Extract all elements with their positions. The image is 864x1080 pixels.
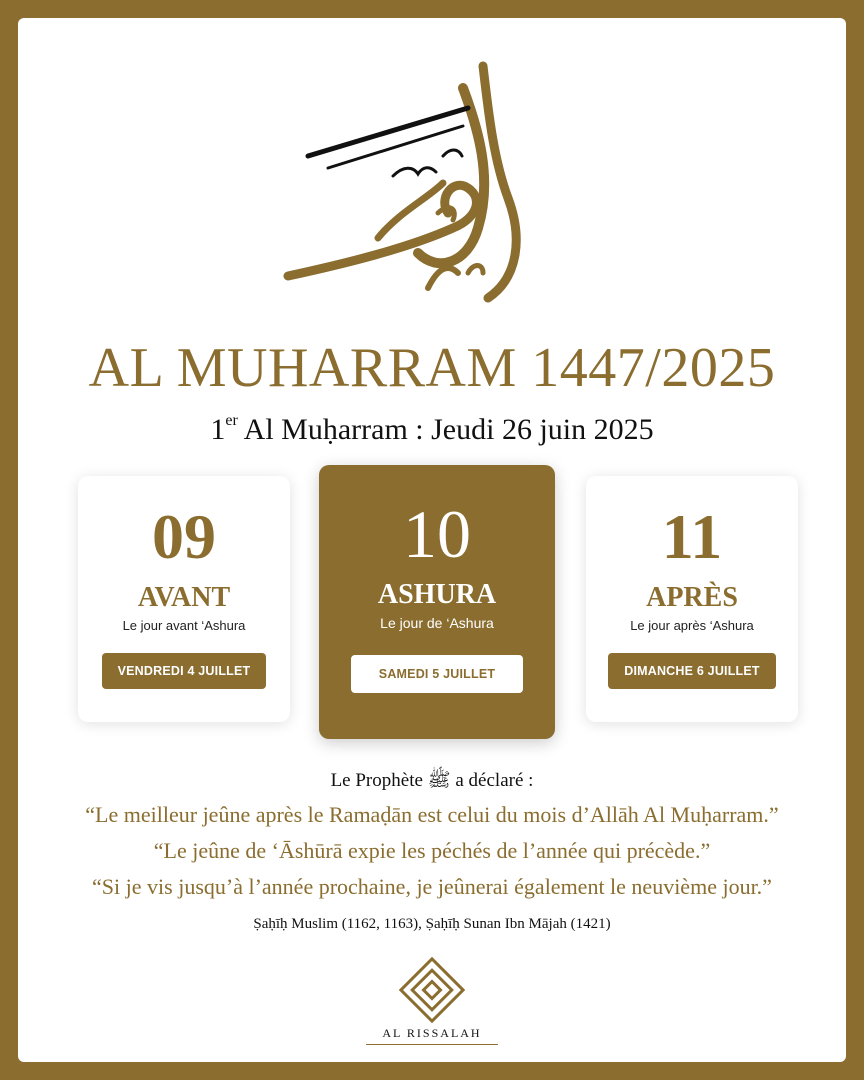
page-title: AL MUHARRAM 1447/2025 — [88, 337, 776, 399]
day-description: Le jour avant ‘Ashura — [122, 618, 246, 633]
day-card-11 — [586, 476, 798, 722]
hadith-quote-1: “Le meilleur jeûne après le Ramaḍān est celui du mois d’Allāh Al Muḥarram.” — [85, 802, 779, 827]
hadith-quote-2: “Le jeûne de ‘Āshūrā expie les péchés de l’année qui précède.” — [153, 838, 711, 863]
hadith-quote-3: “Si je vis jusqu’à l’année prochaine, je jeûnerai également le neuvième jour.” — [92, 874, 772, 899]
first-muharram-date — [18, 412, 846, 447]
day-date-badge: VENDREDI 4 JUILLET — [102, 653, 267, 689]
hadith-source: Ṣaḥīḥ Muslim (1162, 1163), Ṣaḥīḥ Sunan Ibn Mājah (1421) — [253, 916, 611, 932]
day-description: Le jour après ‘Ashura — [630, 618, 754, 633]
brand-name: AL RISSALAH — [382, 1026, 482, 1040]
day-description: Le jour de ‘Ashura — [380, 615, 494, 631]
muharram-calligraphy-icon — [278, 48, 578, 318]
day-number: 11 — [661, 501, 723, 572]
day-label: AVANT — [137, 582, 231, 613]
day-card-09 — [78, 476, 290, 722]
day-number: 10 — [403, 496, 471, 572]
day-date-badge: SAMEDI 5 JUILLET — [351, 655, 523, 693]
day-number: 09 — [152, 501, 216, 572]
al-rissalah-logo-icon — [398, 956, 466, 1024]
day-date-badge: DIMANCHE 6 JUILLET — [608, 653, 776, 689]
day-card-10 — [319, 465, 555, 739]
subtitle-rest: Al Muḥarram : Jeudi 26 juin 2025 — [237, 413, 654, 446]
day-label: ASHURA — [377, 579, 497, 610]
hadith-intro: Le Prophète ﷺ a déclaré : — [330, 770, 534, 791]
poster-card — [18, 18, 846, 1062]
subtitle-prefix: 1 — [210, 413, 226, 446]
calligraphy-text: المحرم — [428, 313, 431, 314]
day-label: APRÈS — [646, 582, 738, 613]
subtitle-sup: er — [225, 412, 238, 429]
brand-underline — [366, 1044, 498, 1045]
